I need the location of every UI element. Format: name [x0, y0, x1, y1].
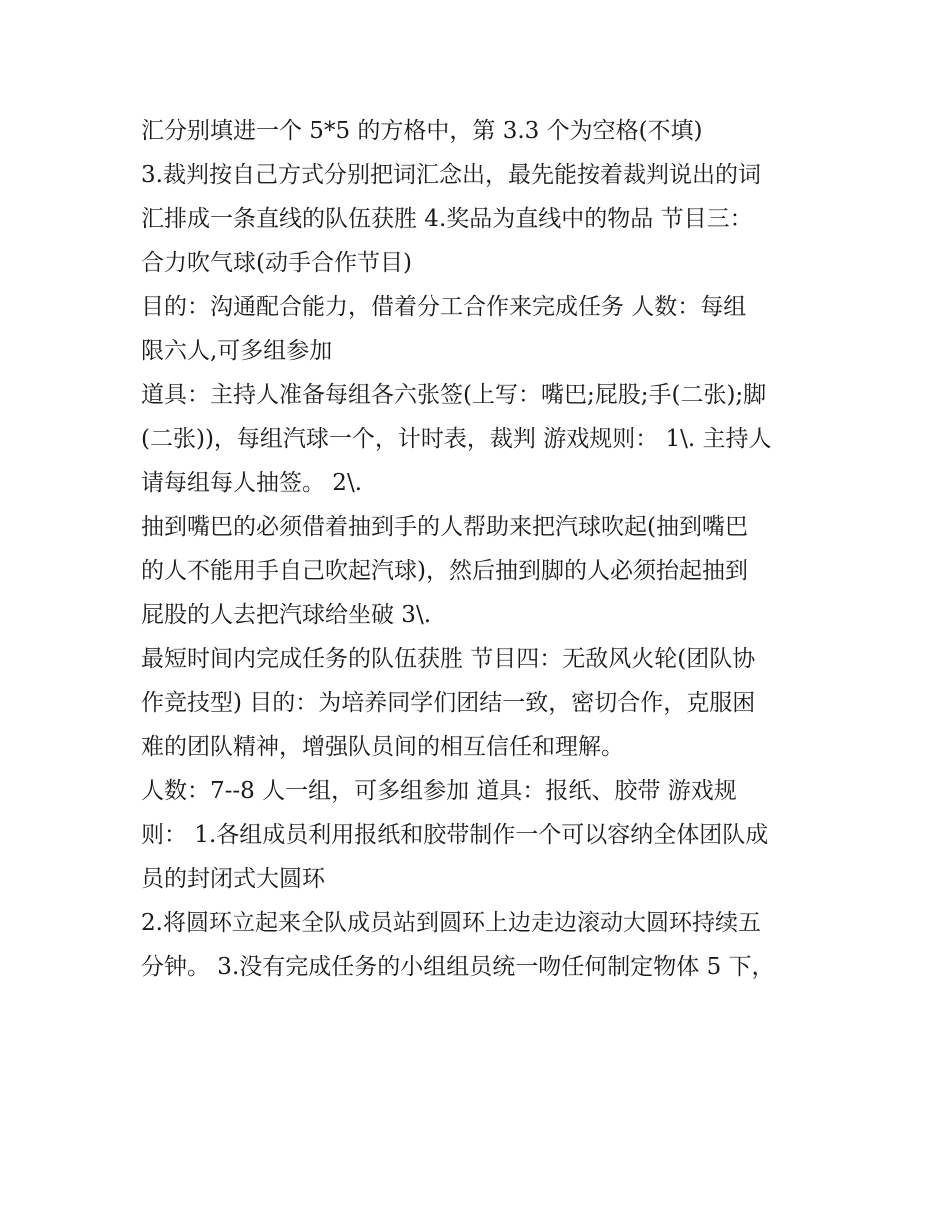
text-line: 的人不能用手自己吹起汽球)，然后抽到脚的人必须抬起抽到: [141, 558, 748, 584]
text-line: 难的团队精神，增强队员间的相互信任和理解。: [141, 734, 624, 760]
text-line: 汇排成一条直线的队伍获胜 4.奖品为直线中的物品 节目三：: [141, 206, 753, 232]
text-line: 请每组每人抽签。 2\.: [141, 470, 363, 496]
text-line: 最短时间内完成任务的队伍获胜 节目四：无敌风火轮(团队协: [141, 646, 756, 672]
text-line: 3.裁判按自己方式分别把词汇念出，最先能按着裁判说出的词: [141, 162, 761, 188]
text-line: 则： 1.各组成员利用报纸和胶带制作一个可以容纳全体团队成: [141, 822, 769, 848]
text-line: 道具：主持人准备每组各六张签(上写：嘴巴;屁股;手(二张);脚: [141, 382, 767, 408]
text-line: 员的封闭式大圆环: [141, 866, 325, 892]
document-body: [141, 109, 821, 989]
text-line: (二张))，每组汽球一个，计时表，裁判 游戏规则： 1\. 主持人: [141, 426, 772, 452]
text-line: 屁股的人去把汽球给坐破 3\.: [141, 602, 432, 628]
text-line: 汇分别填进一个 5*5 的方格中，第 3.3 个为空格(不填): [141, 118, 703, 144]
text-line: 目的：沟通配合能力，借着分工合作来完成任务 人数：每组: [141, 294, 747, 320]
text-line: 合力吹气球(动手合作节目): [141, 250, 412, 276]
text-line: 2.将圆环立起来全队成员站到圆环上边走边滚动大圆环持续五: [141, 910, 761, 936]
text-line: 分钟。 3.没有完成任务的小组组员统一吻任何制定物体 5 下，: [141, 954, 775, 980]
text-line: 作竞技型) 目的：为培养同学们团结一致，密切合作，克服困: [141, 690, 756, 716]
text-line: 抽到嘴巴的必须借着抽到手的人帮助来把汽球吹起(抽到嘴巴: [141, 514, 748, 540]
text-line: 限六人,可多组参加: [141, 338, 333, 364]
text-line: 人数：7--8 人一组，可多组参加 道具：报纸、胶带 游戏规: [141, 778, 737, 804]
